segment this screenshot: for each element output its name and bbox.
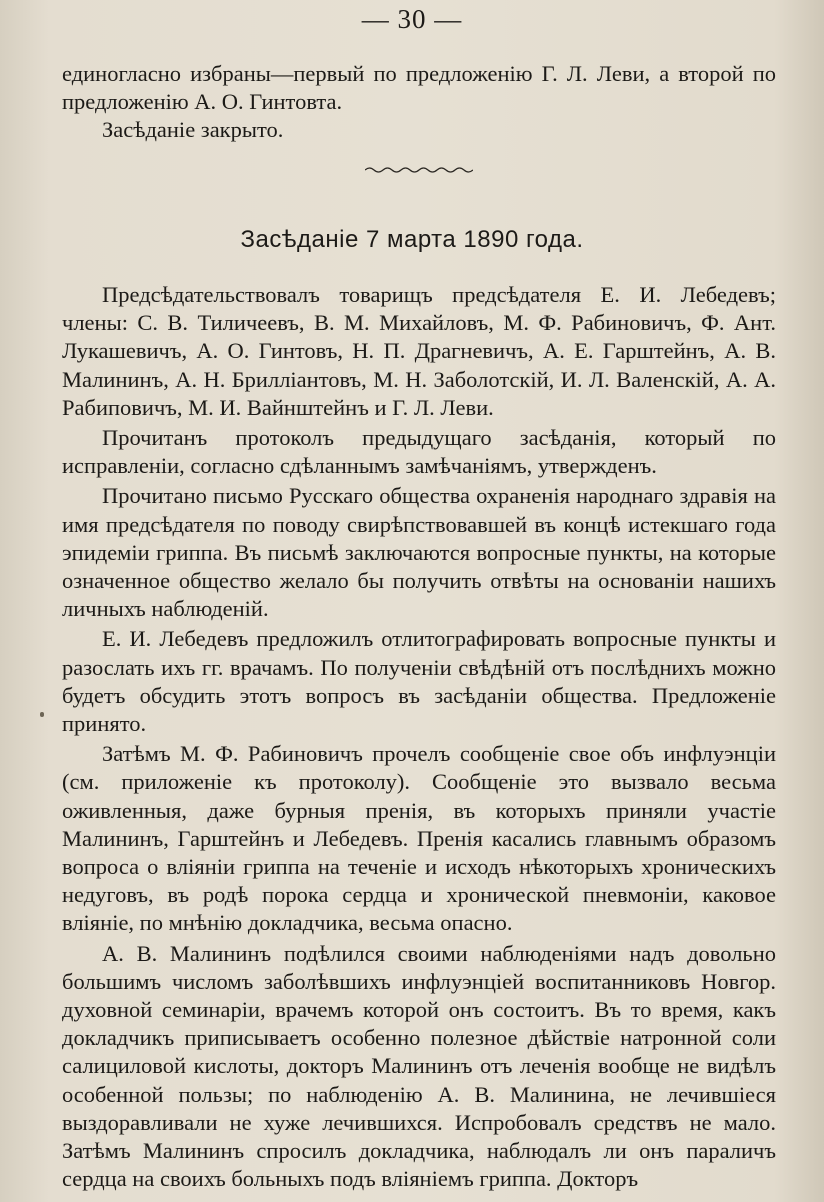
page-number: — 30 — (361, 4, 463, 34)
paragraph-attendees: Предсѣдательствовалъ товарищъ предсѣдателя Е. И. Лебедевъ; члены: С. В. Тиличеевъ, В. М. Михайловъ, М. Ф. Рабиновичъ, Ф. Ант. Лукашевичъ, А. О. Гинтовъ, Н. П. Драгневичъ, А. Е. Гарштейнъ, А. В. Малининъ, А. Н. Брилліантовъ, М. Н. Заболотскій, И. Л. Валенскій, А. А. Рабиповичъ, М. И. Вайнштейнъ и Г. Л. Леви. (62, 282, 776, 420)
paragraph-malinin-observations: А. В. Малининъ подѣлился своими наблюденіями надъ довольно большимъ числомъ заболѣвшихъ инфлуэнціей воспитанниковъ Новгор. духовной семинаріи, врачемъ которой онъ состоитъ. Въ то время, какъ докладчикъ приписываетъ особенно полезное дѣйствіе натронной соли салициловой кислоты, докторъ Малининъ отъ леченія вообще не видѣлъ особенной пользы; по наблюденію А. В. Малинина, не лечившіеся выздоравливали не хуже лечившихся. Испробовалъ средствъ не мало. Затѣмъ Малининъ спросилъ докладчика, наблюдалъ ли онъ параличъ сердца на своихъ больныхъ подъ вліяніемъ гриппа. Докторъ (62, 940, 776, 1192)
paragraph-lebedev-proposal: Е. И. Лебедевъ предложилъ отлитографировать вопросные пункты и разослать ихъ гг. врачамъ. По полученіи свѣдѣній отъ послѣднихъ можно будетъ обсудить этотъ вопросъ въ засѣданіи общества. Предложеніе принято. (62, 626, 776, 737)
paragraph-protocol: Прочитанъ протоколъ предыдущаго засѣданія, который по исправленіи, согласно сдѣланнымъ замѣчаніямъ, утвержденъ. (62, 425, 776, 479)
paper-speck (40, 712, 44, 717)
wavy-divider (365, 165, 473, 175)
paragraph: единогласно избраны—первый по предложенію Г. Л. Леви, а второй по предложенію А. О. Гинтовта. (62, 61, 776, 115)
paragraph-session-closed: Засѣданіе закрыто. (102, 117, 284, 143)
main-text-block (62, 281, 776, 1194)
paragraph-rabinovich-report: Затѣмъ М. Ф. Рабиновичъ прочелъ сообщеніе свое объ инфлуэнціи (см. приложеніе къ протоколу). Сообщеніе это вызвало весьма оживленныя, даже бурныя пренія, въ которыхъ приняли участіе Малининъ, Гарштейнъ и Лебедевъ. Пренія касались главнымъ образомъ вопроса о вліяніи гриппа на теченіе и исходъ нѣкоторыхъ хроническихъ недуговъ, въ родѣ порока сердца и хронической пневмоніи, каковое вліяніе, по мнѣнію докладчика, весьма опасно. (62, 741, 776, 936)
top-text-block (62, 60, 776, 145)
paragraph-letter: Прочитано письмо Русскаго общества охраненія народнаго здравія на имя предсѣдателя по поводу свирѣпствовавшей въ концѣ истекшаго года эпидеміи гриппа. Въ письмѣ заключаются вопросные пункты, на которые означенное общество желало бы получить отвѣты на основаніи нашихъ личныхъ наблюденій. (62, 483, 776, 622)
section-heading: Засѣданіе 7 марта 1890 года. (240, 226, 584, 253)
